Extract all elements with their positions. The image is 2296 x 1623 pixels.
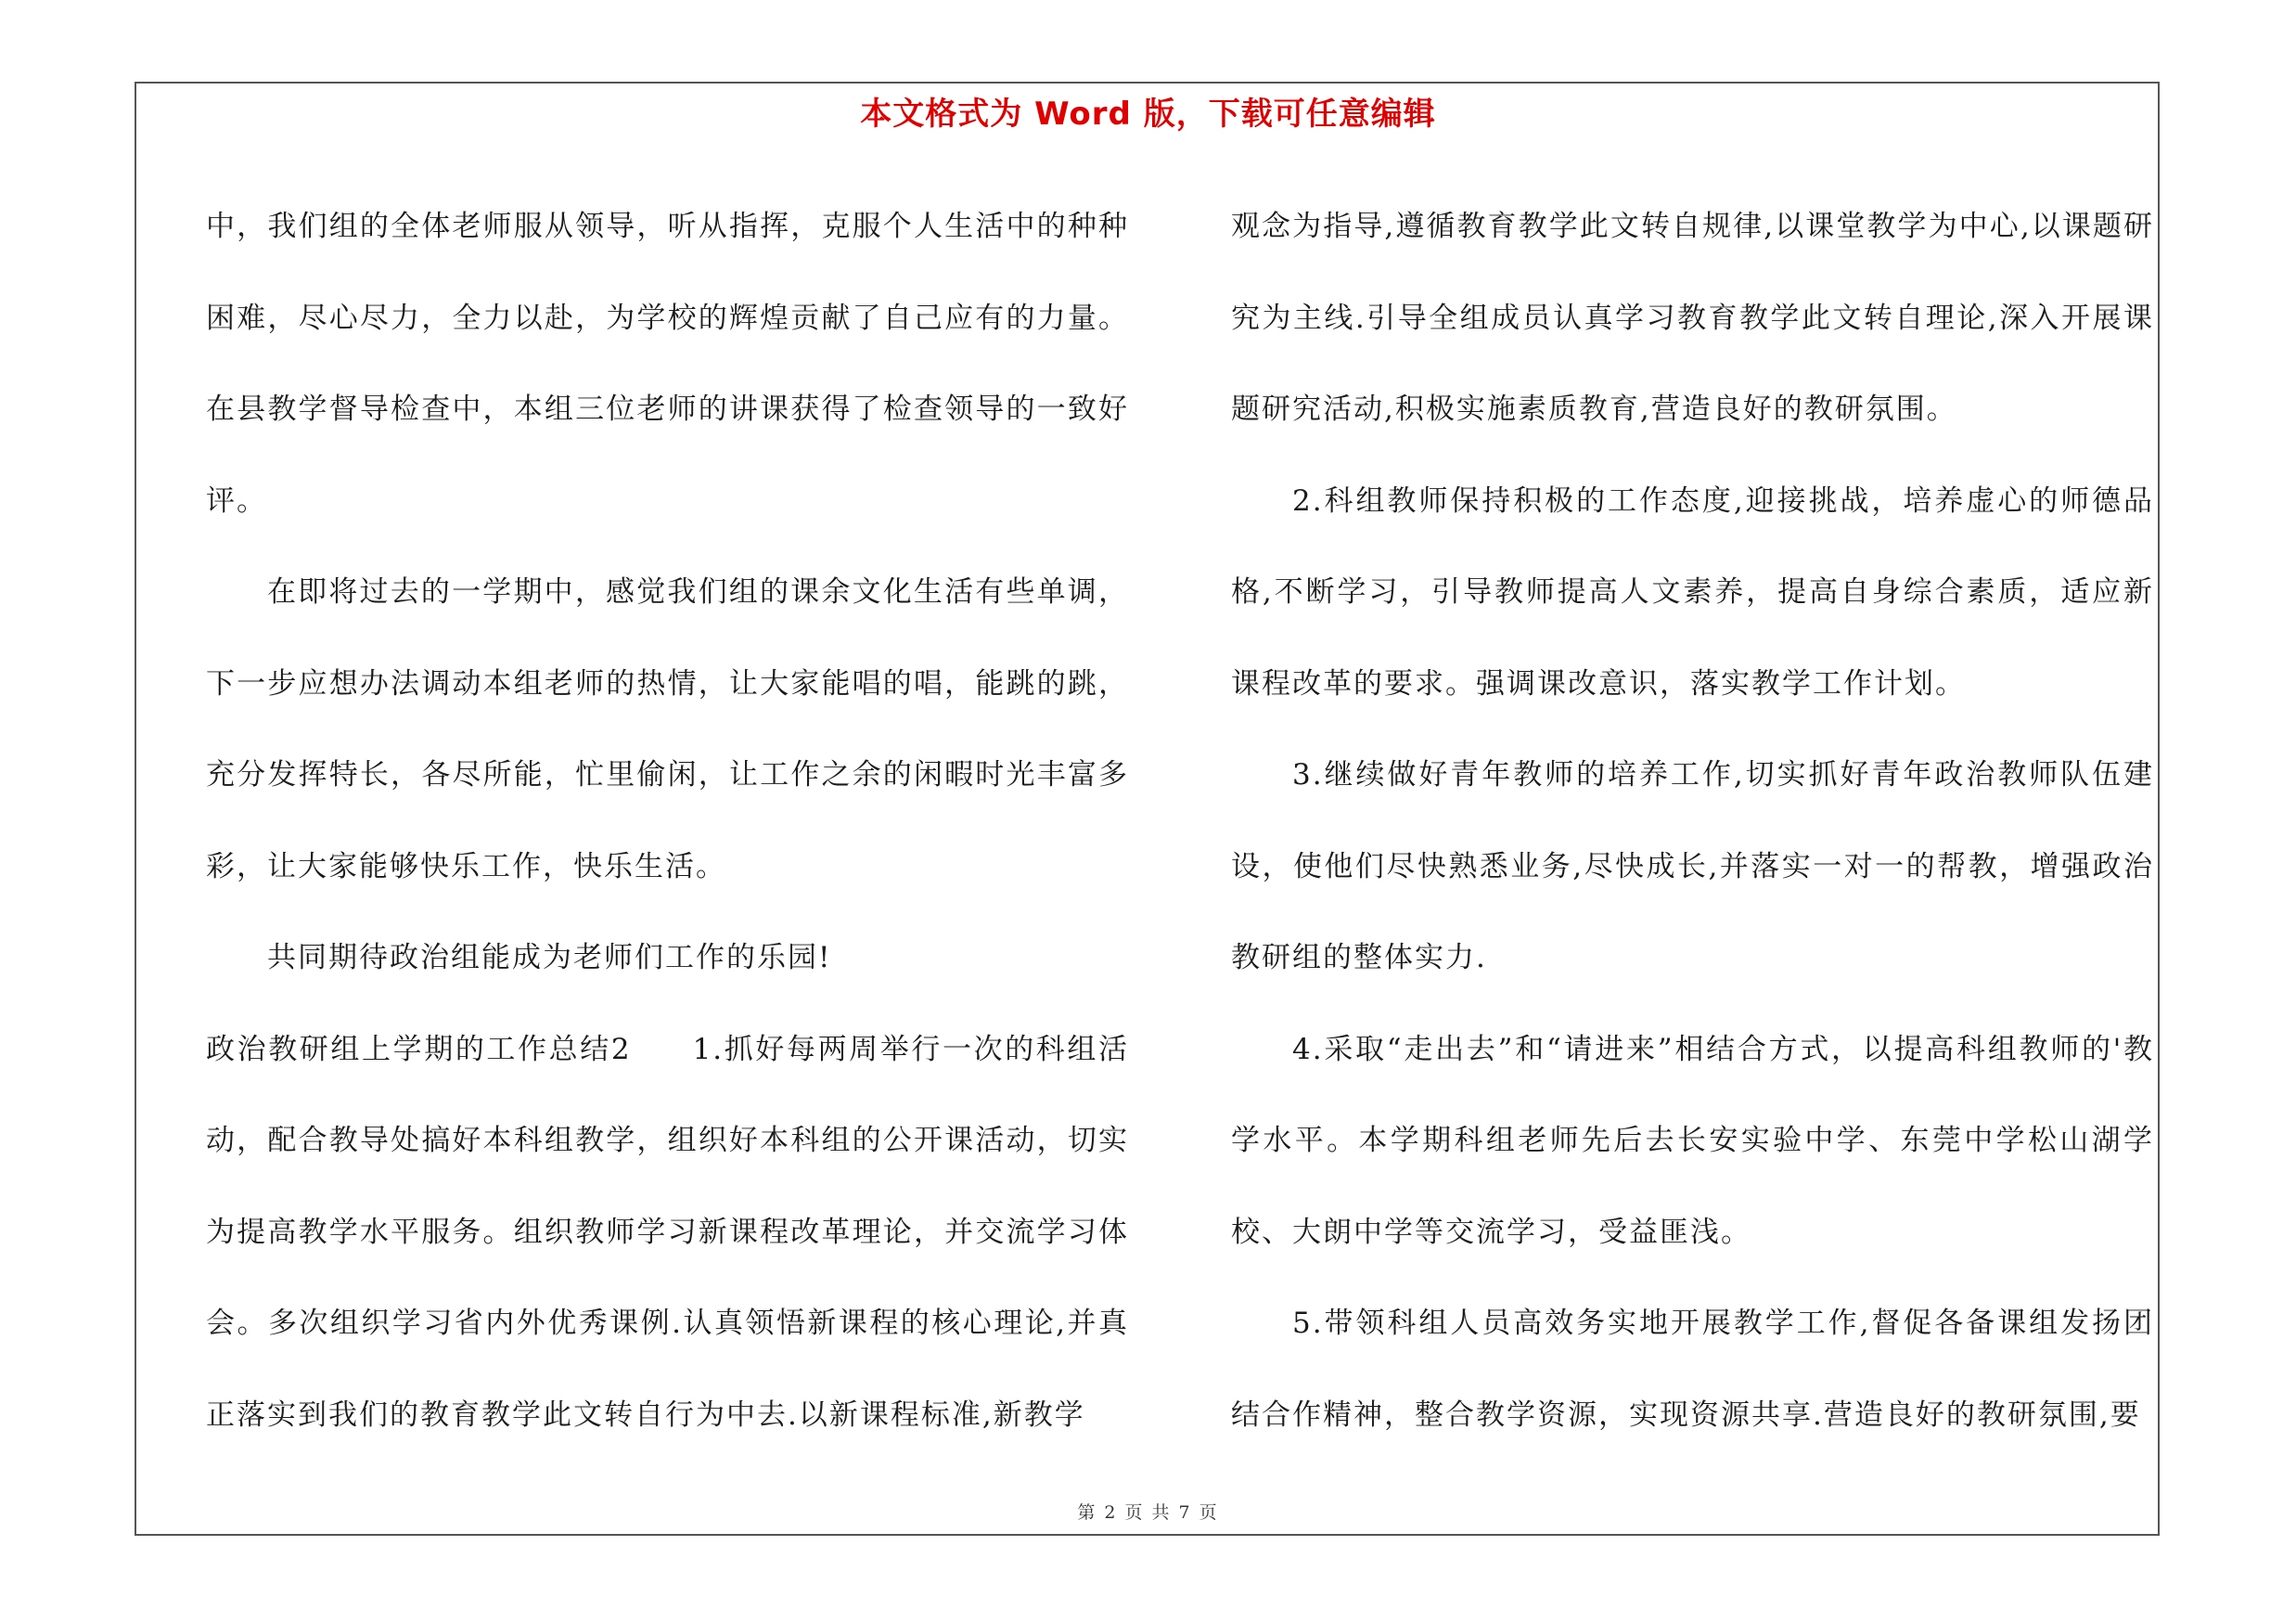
list-item-2: 2.科组教师保持积极的工作态度,迎接挑战，培养虚心的师德品格,不断学习，引导教师提高人文素养，提高自身综合素质，适应新课程改革的要求。强调课改意识，落实教学工作计划。 — [1231, 483, 2154, 701]
section-title: 政治教研组上学期的工作总结2 — [206, 1032, 632, 1066]
format-banner: 本文格式为 Word 版，下载可任意编辑 — [860, 96, 1436, 133]
paragraph-continuation: 中，我们组的全体老师服从领导，听从指挥，克服个人生活中的种种困难，尽心尽力，全力以赴，为学校的辉煌贡献了自己应有的力量。在县教学督导检查中，本组三位老师的讲课获得了检查领导的一致好评。 — [206, 210, 1129, 518]
left-column — [206, 181, 1129, 1461]
list-item-5: 5.带领科组人员高效务实地开展教学工作,督促各备课组发扬团结合作精神，整合教学资源，实现资源共享.营造良好的教研氛围,要 — [1231, 1307, 2154, 1432]
paragraph-expectation: 共同期待政治组能成为老师们工作的乐园! — [267, 941, 832, 974]
paragraph-continuation-right: 观念为指导,遵循教育教学此文转自规律,以课堂教学为中心,以课题研究为主线.引导全组成员认真学习教育教学此文转自理论,深入开展课题研究活动,积极实施素质教育,营造良好的教研氛围。 — [1231, 210, 2154, 426]
list-item-3: 3.继续做好青年教师的培养工作,切实抓好青年政治教师队伍建设，使他们尽快熟悉业务,尽快成长,并落实一对一的帮教，增强政治教研组的整体实力. — [1231, 758, 2154, 974]
page-number: 第 2 页 共 7 页 — [1077, 1502, 1219, 1523]
right-column — [1231, 181, 2154, 1461]
list-item-4: 4.采取“走出去”和“请进来”相结合方式，以提高科组教师的'教学水平。本学期科组老师先后去长安实验中学、东莞中学松山湖学校、大朗中学等交流学习，受益匪浅。 — [1231, 1032, 2154, 1249]
paragraph-culture-life: 在即将过去的一学期中，感觉我们组的课余文化生活有些单调，下一步应想办法调动本组老师的热情，让大家能唱的唱，能跳的跳，充分发挥特长，各尽所能，忙里偷闲，让工作之余的闲暇时光丰富多彩，让大家能够快乐工作，快乐生活。 — [206, 575, 1129, 883]
section-item-1: 1.抓好每两周举行一次的科组活动，配合教导处搞好本科组教学，组织好本科组的公开课活动，切实为提高教学水平服务。组织教师学习新课程改革理论，并交流学习体会。多次组织学习省内外优秀课例.认真领悟新课程的核心理论,并真正落实到我们的教育教学此文转自行为中去.以新课程标准,新教学 — [206, 1032, 1129, 1432]
paragraph-summary-2 — [206, 1004, 1129, 1462]
